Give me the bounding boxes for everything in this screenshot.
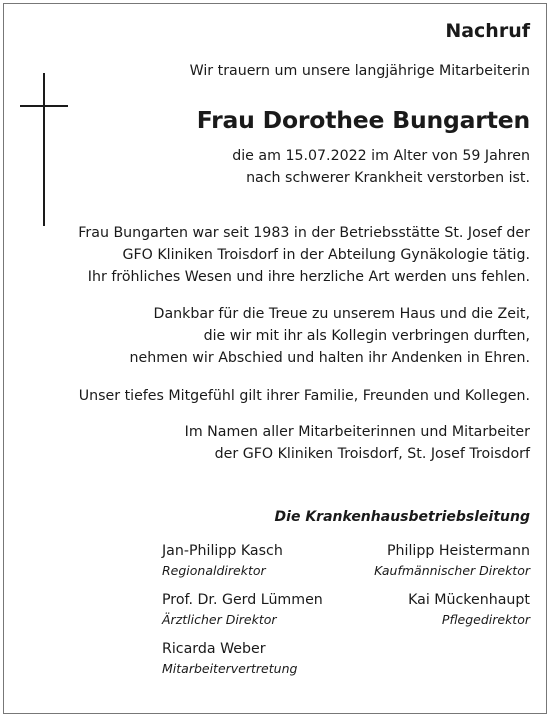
cross-vertical-bar [43, 73, 45, 226]
paragraph-line: Unser tiefes Mitgefühl gilt ihrer Familie, Freunden und Kollegen. [78, 388, 530, 404]
signatory [162, 589, 323, 629]
signatory-name: Prof. Dr. Gerd Lümmen [162, 592, 323, 608]
signatory-role: Kaufmännischer Direktor [374, 563, 530, 578]
death-line: nach schwerer Krankheit verstorben ist. [246, 170, 530, 186]
signatory [374, 540, 530, 580]
signatory-name: Kai Mückenhaupt [408, 592, 530, 608]
signatory-role: Pflegedirektor [441, 612, 530, 627]
signatory-role: Mitarbeitervertretung [162, 661, 298, 676]
signatory-role: Ärztlicher Direktor [162, 612, 277, 627]
paragraph-line: Frau Bungarten war seit 1983 in der Betriebsstätte St. Josef der [78, 225, 530, 241]
paragraph-on-behalf [185, 421, 530, 465]
cross-horizontal-bar [20, 105, 68, 107]
signatory [162, 638, 297, 678]
signatory-role: Regionaldirektor [162, 563, 266, 578]
paragraph-condolence [79, 385, 530, 407]
paragraph-career [78, 222, 530, 288]
paragraph-gratitude [130, 303, 530, 369]
signatory [408, 589, 530, 629]
paragraph-line: GFO Kliniken Troisdorf in der Abteilung Gynäkologie tätig. [122, 247, 530, 263]
board-title: Die Krankenhausbetriebsleitung [274, 509, 530, 525]
signatory-name: Philipp Heistermann [387, 543, 530, 559]
death-notice [232, 145, 530, 189]
paragraph-line: Dankbar für die Treue zu unserem Haus und die Zeit, [153, 306, 530, 322]
intro-text: Wir trauern um unsere langjährige Mitarbeiterin [189, 63, 530, 79]
paragraph-line: Im Namen aller Mitarbeiterinnen und Mitarbeiter [184, 424, 530, 440]
death-line: die am 15.07.2022 im Alter von 59 Jahren [232, 148, 530, 164]
heading: Nachruf [445, 20, 530, 42]
paragraph-line: Ihr fröhliches Wesen und ihre herzliche Art werden uns fehlen. [87, 269, 530, 285]
signatory-name: Ricarda Weber [162, 641, 266, 657]
signatory [162, 540, 283, 580]
signatory-name: Jan-Philipp Kasch [162, 543, 283, 559]
paragraph-line: nehmen wir Abschied und halten ihr Andenken in Ehren. [129, 350, 530, 366]
paragraph-line: die wir mit ihr als Kollegin verbringen durften, [203, 328, 530, 344]
deceased-name: Frau Dorothee Bungarten [196, 106, 530, 134]
paragraph-line: der GFO Kliniken Troisdorf, St. Josef Troisdorf [214, 446, 530, 462]
